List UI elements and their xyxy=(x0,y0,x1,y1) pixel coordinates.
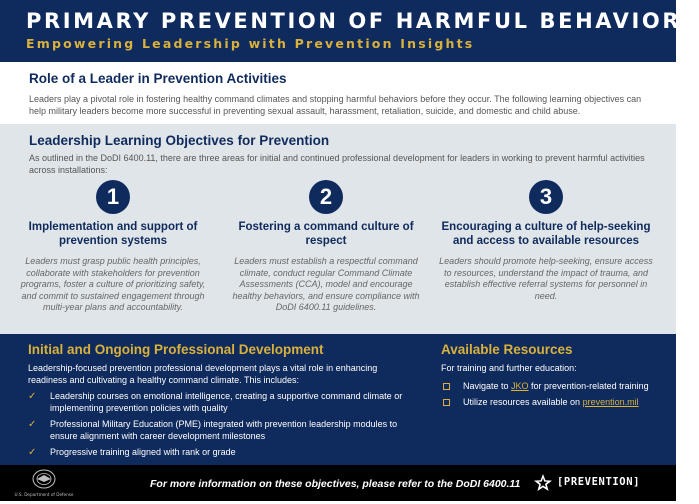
resources-list xyxy=(441,381,661,409)
objective-card xyxy=(226,180,426,314)
checkmark-icon: ✓ xyxy=(28,447,37,458)
objective-number-badge: 2 xyxy=(309,180,343,214)
role-section xyxy=(0,62,676,124)
list-item-text: Leadership courses on emotional intelligence, creating a supportive command climate or implementing prevention policies with quality xyxy=(50,391,403,413)
objectives-columns xyxy=(0,180,676,330)
role-body: Leaders play a pivotal role in fostering healthy command climates and stopping harmful behaviors before they occur. The following learning objectives can help military leaders become more successful in preventing sexual assault, harassment, retaliation, suicide, and domestic and child abuse. xyxy=(29,94,642,116)
list-item xyxy=(28,419,413,442)
resource-text-before: Navigate to xyxy=(463,380,512,391)
development-section xyxy=(0,334,676,465)
objective-card xyxy=(13,180,213,314)
development-intro: Leadership-focused prevention professional development plays a vital role in enhancing readiness and cultivating a healthy command climate. This includes: xyxy=(28,363,378,385)
list-item xyxy=(28,447,413,459)
objectives-heading: Leadership Learning Objectives for Prevention xyxy=(29,133,330,148)
jko-link[interactable]: JKO xyxy=(511,380,529,391)
list-item xyxy=(441,397,661,409)
objective-number-badge: 3 xyxy=(529,180,563,214)
list-item xyxy=(441,381,661,393)
development-list xyxy=(28,391,413,459)
objective-description: Leaders should promote help-seeking, ensure access to resources, understand the impact of trauma, and establish effective referral systems for personnel in need. xyxy=(439,256,653,301)
list-item-text: Professional Military Education (PME) integrated with prevention leadership modules to ensure alignment with career development milestones xyxy=(50,419,398,441)
checkbox-bullet-icon xyxy=(443,383,450,390)
svg-text:U.S. Department of Defense: U.S. Department of Defense xyxy=(14,492,74,497)
page-title: PRIMARY PREVENTION OF HARMFUL BEHAVIORS xyxy=(26,9,699,33)
checkmark-icon: ✓ xyxy=(28,419,37,430)
page-subtitle: Empowering Leadership with Prevention Insights xyxy=(26,36,475,51)
resources-intro: For training and further education: xyxy=(441,363,577,373)
objective-card xyxy=(438,180,654,302)
brand-wordmark: [PREVENTION] xyxy=(557,476,641,488)
list-item-text: Progressive training aligned with rank or grade xyxy=(50,447,236,457)
objective-title: Encouraging a culture of help-seeking and access to available resources xyxy=(441,221,651,247)
dod-seal-icon xyxy=(14,467,74,499)
objectives-intro: As outlined in the DoDI 6400.11, there are three areas for initial and continued professional development for leaders in working to prevent harmful activities across installations: xyxy=(29,153,645,175)
objective-title: Implementation and support of prevention systems xyxy=(28,221,198,247)
development-panel xyxy=(28,341,413,464)
objectives-section xyxy=(0,124,676,334)
footer xyxy=(0,465,676,501)
resources-panel xyxy=(441,341,661,414)
role-heading: Role of a Leader in Prevention Activities xyxy=(29,71,287,86)
resources-heading: Available Resources xyxy=(441,342,573,357)
objective-title: Fostering a command culture of respect xyxy=(238,221,414,247)
objective-description: Leaders must grasp public health principles, collaborate with stakeholders for prevention programs, foster a culture of prioritizing safety, and commit to sustained engagement through multi-year plans and accountability. xyxy=(20,256,206,312)
objective-number-badge: 1 xyxy=(96,180,130,214)
list-item xyxy=(28,391,413,414)
resource-text-before: Utilize resources available on xyxy=(463,397,583,407)
prevention-star-icon xyxy=(533,474,553,492)
development-heading: Initial and Ongoing Professional Development xyxy=(28,342,324,357)
prevention-mil-link[interactable]: prevention.mil xyxy=(582,397,639,407)
header-banner xyxy=(0,0,699,62)
checkbox-bullet-icon xyxy=(443,399,450,406)
resource-text-after: for prevention-related training xyxy=(528,380,649,391)
footer-reference-text: For more information on these objectives, please refer to the DoDI 6400.11 xyxy=(150,478,521,490)
objective-description: Leaders must establish a respectful command climate, conduct regular Command Climate Assessments (CCA), model and encourage healthy behaviors, and ensure compliance with DoDI 6400.11 guidelines. xyxy=(232,256,420,312)
checkmark-icon: ✓ xyxy=(28,391,37,402)
